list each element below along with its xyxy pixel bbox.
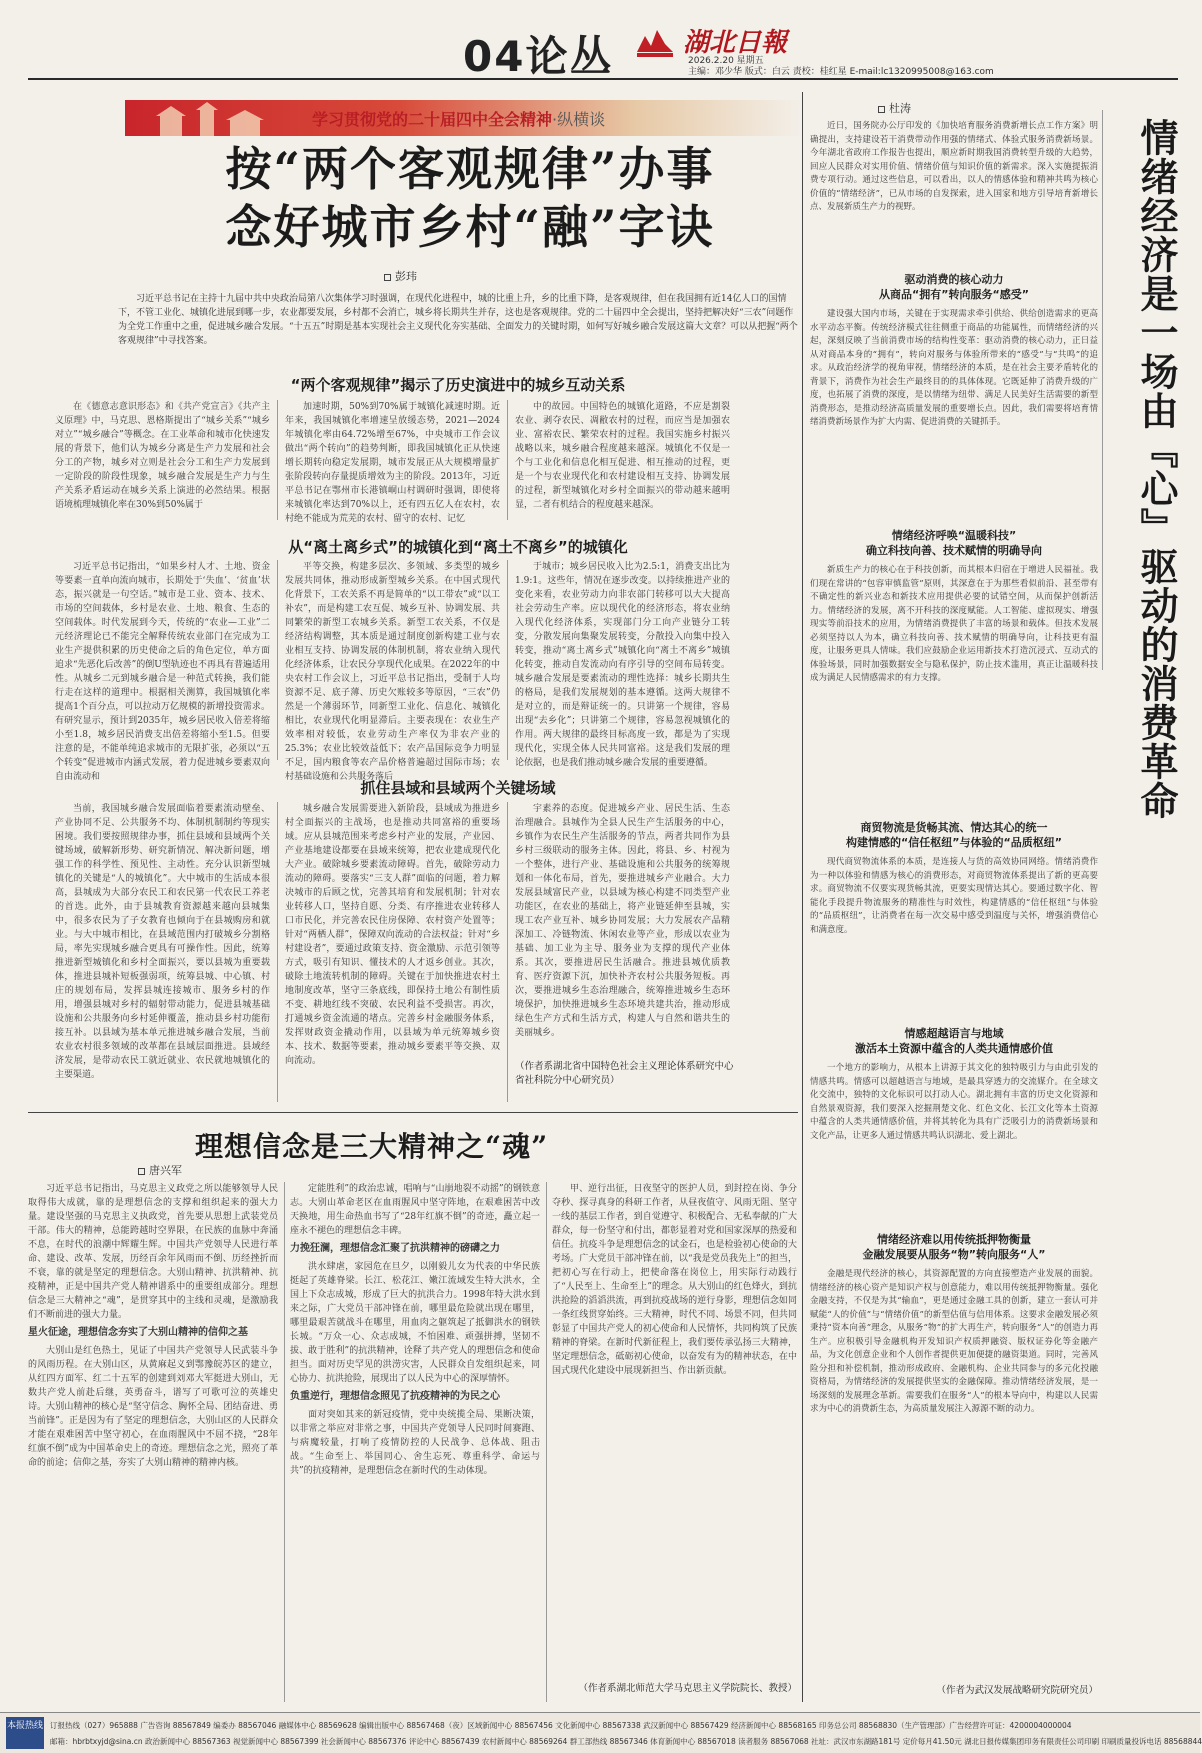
- second-col-3: 甲、逆行出征，日夜坚守的医护人员，到封控在岗、争分夺秒、探寻真身的科研工作者，从昼夜值守、风雨无阻、坚守一线的基层工作者，到自觉遵守、积极配合、无私奉献的广大群众，每一份坚守和付出，都彰显着对党和国家深厚的热爱和信任。抗疫斗争是理想信念的试金石，也是检验初心使命的大考场。广大党员干部冲锋在前，以“我是党员我先上”的担当，把初心写在行动上，把使命落在岗位上，用实际行动践行了“人民至上、生命至上”的理念。从大别山的红色烽火，到抗洪抢险的滔滔洪流，再到抗疫战场的逆行身影，理想信念如同一条红线贯穿始终。三大精神，时代不同、场景不同，但共同彰显了中国共产党人的初心使命和人民情怀，共同构筑了民族精神的脊梁。在新时代新征程上，我们要传承弘扬三大精神，坚定理想信念，砥砺初心使命，以奋发有为的精神状态，在中国式现代化建设中展现新担当、作出新贡献。: [552, 1184, 797, 1376]
- column-divider: [507, 560, 508, 760]
- column-divider: [546, 1182, 547, 1702]
- side-sub-4: 情感超越语言与地域 激活本土资源中蕴含的人类共通情感价值: [855, 1027, 1053, 1055]
- column-divider: [277, 560, 278, 760]
- side-section-1: 建设强大国内市场，关键在于实现需求牵引供给、供给创造需求的更高水平动态平衡。传统经济模式往往侧重于商品的功能属性，而情绪经济的兴起，深刻反映了当前消费市场的结构性变革：驱动消费的核心动力，正日益从对商品本身的“拥有”，转向对服务与体验所带来的“感受”与“共鸣”的追求。从政治经济学的视角审视，情绪经济的本质，是在社会主要矛盾转化的背景下，消费作为社会生产最终目的的具体体现。它既延伸了消费升级的广度，也拓展了消费的深度，是以情绪为纽带、满足人民美好生活需要的新型消费形态，是推动经济高质量发展的重要增长点。因此，我们需要将培育情绪消费新场景作为扩大内需、促进消费的关键抓手。: [810, 309, 1098, 427]
- side-section-5: 金融是现代经济的核心，其资源配置的方向直接塑造产业发展的面貌。情绪经济的核心资产是知识产权与创意能力，难以用传统抵押物衡量。强化金融支持，不仅是为其“输血”，更是通过金融工具的创新，建立一套认可并赋能“人的价值”与“情绪价值”的新型估值与信用体系。这要求金融发展必须秉持“资本向善”理念，从服务“物”的扩大再生产，转向服务“人”的创造力再生产。应积极引导金融机构开发知识产权质押融资、版权证券化等金融产品，为文化创意企业和个人创作者提供更加便捷的融资渠道。同时，完善风险分担和补偿机制，推动形成政府、金融机构、企业共同参与的多元化投融资格局，为情绪经济的发展提供坚实的金融保障。推动情绪经济发展，是一场深刻的发展理念革新。需要我们在服务“人”的根本导向中，构建以人民需求为中心的消费新生态，为高质量发展注入源源不断的动力。: [810, 1269, 1098, 1414]
- side-section-4: 一个地方的影响力，从根本上讲源于其文化的独特吸引力与由此引发的情感共鸣。情感可以超越语言与地域，是最具穿透力的交流媒介。在全球文化交流中，独特的文化标识可以打动人心。湖北拥有丰富的历史文化资源和自然景观资源，我们要深入挖掘荆楚文化、红色文化、长江文化等本土资源中蕴含的人类共通情感价值，并将其转化为具有广泛吸引力的消费新场景和文化产品，让更多人通过情感共鸣认识湖北、爱上湖北。: [810, 1063, 1098, 1141]
- landmark-decoration-icon: [140, 100, 300, 136]
- article-separator: [28, 1112, 798, 1113]
- paper-name-logo: 湖北日報: [683, 28, 788, 58]
- main-side-separator: [802, 92, 803, 1702]
- side-author-note: （作者为武汉发展战略研究院研究员）: [936, 1685, 1098, 1696]
- section2-col-3: 于城市；城乡居民收入比为2.5:1，消费支出比为1.9:1。这些年，情况在逐步改变。以持续推进产业的变化来看，农业劳动力向非农部门转移可以大大提高社会劳动生产率。应以现代化的经济形态，将农业纳入现代化经济体系，实现部门分工向产业链分工转变，分散发展向集聚发展转变，分散投入向集中投入转变，推动“离土离乡式”城镇化向“离土不离乡”城镇化转变，推动自发流动向有序引导的空间布局转变。城乡融合发展是要素流动的理性选择：城乡长期共生的格局，是我们发展规划的基本遵循。这两大规律不是对立的，而是辩证统一的。只讲第一个规律，容易出现“去乡化”；只讲第二个规律，容易忽视城镇化的作用。两大规律的最终目标高度一致，都是为了实现现代化，实现全体人民共同富裕。这是我们发展的理论依据，也是我们推动城乡融合发展的重要遵循。: [515, 562, 730, 768]
- main-headline: [140, 140, 800, 256]
- column-divider: [277, 802, 278, 1102]
- series-subtitle: ·纵横谈: [552, 110, 606, 129]
- side-sub-3: 商贸物流是货畅其流、情达其心的统一 构建情感的“信任枢纽”与体验的“品质枢纽”: [846, 821, 1062, 849]
- column-divider: [284, 1182, 285, 1702]
- section3-col-1: 当前，我国城乡融合发展面临着要素流动壁垒、产业协同不足、公共服务不均、体制机制制约等现实困境。我们要按照规律办事，抓住县域和县域两个关键场域，破解新形势、研究新情况、解决新问题，增强工作的科学性、预见性、主动性。充分认识新型城镇化的关键是“人的城镇化”。大中城市的生活成本很高，县城成为大部分农民工和农民第一代农民工养老的首选。此外，由于县城教育资源越来越向县城集中，很多农民为了子女教育也倾向于在县城购房和就业。与大中城市相比，在县域范围内打破城乡分割格局，率先实现城乡融合更具有可操作性。因此，统筹推进新型城镇化和乡村全面振兴，要以县城为重要载体，推进县城补短板强弱项，统筹县城、中心镇、村庄的规划布局，发挥县城连接城市、服务乡村的作用，增强县城对乡村的辐射带动能力，促进县城基础设施和公共服务向乡村延伸覆盖，推动县乡村功能衔接互补。以县域为基本单元推进城乡融合发展，当前农业农村很多领域的改革都在县域层面推进。县域经济发展，是带动农民工就近就业、农民就地城镇化的主要渠道。: [55, 804, 270, 1080]
- second-col-1: 习近平总书记指出，马克思主义政党之所以能够领导人民取得伟大成就，靠的是理想信念的支撑和组织起来的强大力量。建设坚强的马克思主义执政党，首先要从思想上武装党员干部。伟大的精神，总能跨越时空界限，在民族的血脉中奔涌不息，在时代的浪潮中辉耀生辉。中国共产党领导人民进行革命、建设、改革、发展，历经百余年风雨而不倒、历经挫折而不衰，靠的就是坚定的理想信念。大别山精神、抗洪精神、抗疫精神，正是中国共产党人精神谱系中的重要组成部分。理想信念是三大精神之“魂”，是贯穿其中的主线和灵魂，是激励我们不断前进的强大力量。 星火征途，理想信念夯实了大别山精神的信仰之基 大别山是红色热土，见证了中国共产党领导人民武装斗争的风雨历程。在大别山区，从黄麻起义到鄂豫皖苏区的建立，从红四方面军、红二十五军的创建到刘邓大军挺进大别山，无数共产党人前赴后继，英勇奋斗，谱写了可歌可泣的英雄史诗。大别山精神的核心是“坚守信念、胸怀全局、团结奋进、勇当前锋”。正是因为有了坚定的理想信念，大别山区的人民群众才能在艰难困苦中坚守初心，在血雨腥风中不屈不挠，“28年红旗不倒”成为中国革命史上的奇迹。理想信念之光，照亮了革命的前途；信仰之基，夯实了大别山精神的精神内核。: [28, 1184, 278, 1468]
- side-section-2: 新质生产力的核心在于科技创新，而其根本归宿在于增进人民福祉。我们现在常讲的“包容审慎监管”原则，其深意在于为那些看似前沿、甚至带有不确定性的新兴业态和新技术应用提供必要的试错空间，从而保护创新活力。情绪经济的发展，离不开科技的深度赋能。人工智能、虚拟现实、增强现实等前沿技术的应用，为情绪消费提供了丰富的场景和载体。但技术发展必须坚持以人为本，确立科技向善、技术赋情的明确导向，让科技更有温度，让服务更具人情味。我们应鼓励企业运用新技术打造沉浸式、互动式的体验场景，同时加强数据安全与隐私保护，防止技术滥用，真正让温暖科技成为满足人民情感需求的有力支撑。: [810, 565, 1098, 683]
- footer-line-2: 邮箱：hbrbtxyjd@sina.cn 政治新闻中心 88567363 视觉新闻中心 88567399 社会新闻中心 88567376 评论中心 88567439 农村新闻中心 88569264 群工部热线 88567346 体育新闻中心 88567018 读者服务 88567068 社址：武汉市东湖路181号 定价每月41.50元 湖北日报传媒集团印务有限责任公司印刷 印刷质量投诉电话 88568844: [50, 1737, 1202, 1746]
- section-title-2: 从“离土离乡式”的城镇化到“离土不离乡”的城镇化: [288, 538, 628, 556]
- footer-label: 本报热线: [6, 1717, 44, 1749]
- second-author-note: （作者系湖北师范大学马克思主义学院院长、教授）: [578, 1683, 797, 1694]
- column-divider: [277, 400, 278, 520]
- side-section-3: 现代商贸物流体系的本质，是连接人与货的高效协同网络。情绪消费作为一种以体验和情感为核心的消费形态，对商贸物流体系提出了新的更高要求。商贸物流不仅要实现货畅其流，更要实现情达其心。要通过数字化、智能化手段提升物流服务的精准性与时效性，构建情感的“信任枢纽”与体验的“品质枢纽”，让消费者在每一次交易中感受到温度与关怀，增强消费信心和满意度。: [810, 857, 1098, 935]
- side-sub-1: 驱动消费的核心动力 从商品“拥有”转向服务“感受”: [879, 273, 1029, 301]
- main-author-note: （作者系湖北省中国特色社会主义理论体系研究中心省社科院分中心研究员）: [515, 1061, 734, 1086]
- side-sub-2: 情绪经济呼唤“温暖科技” 确立科技向善、技术赋情的明确导向: [866, 529, 1042, 557]
- main-headline-line1: 按“两个客观规律”办事: [225, 142, 715, 196]
- masthead: [28, 18, 1178, 80]
- side-byline: 杜涛: [878, 100, 911, 116]
- side-sub-5: 情绪经济难以用传统抵押物衡量 金融发展要从服务“物”转向服务“人”: [862, 1233, 1046, 1261]
- second-col-2: 定能胜利”的政治忠诚，唱响与“山崩地裂不动摇”的钢铁意志。大别山革命老区在血雨腥风中坚守阵地，在艰难困苦中改天换地，用生命热血书写了“28年红旗不倒”的奇迹，矗立起一座永不褪色的理想信念丰碑。 力挽狂澜，理想信念汇聚了抗洪精神的磅礴之力 洪水肆虐，家园危在旦夕，以刚毅儿女为代表的中华民族挺起了英雄脊梁。长江、松花江、嫩江流域发生特大洪水，全国上下众志成城，形成了巨大的抗洪合力。1998年特大洪水到来之际，广大党员干部冲锋在前，哪里最危险就出现在哪里，哪里最艰苦就战斗在哪里，用血肉之躯筑起了抵御洪水的钢铁长城。“万众一心、众志成城，不怕困难、顽强拼搏，坚韧不拔、敢于胜利”的抗洪精神，诠释了共产党人的理想信念和使命担当。面对历史罕见的洪涝灾害，人民群众自发组织起来，同心协力、抗洪抢险，展现出了以人民为中心的深厚情怀。 负重逆行，理想信念照见了抗疫精神的为民之心 面对突如其来的新冠疫情，党中央统揽全局、果断决策，以非常之举应对非常之事，中国共产党领导人民同时间赛跑、与病魔较量，打响了疫情防控的人民战争、总体战、阻击战。“生命至上、举国同心、舍生忘死、尊重科学、命运与共”的抗疫精神，是理想信念在新时代的生动体现。: [290, 1184, 540, 1476]
- masthead-info: [688, 56, 994, 78]
- main-intro: 习近平总书记在主持十九届中共中央政治局第八次集体学习时强调，在现代化进程中，城的比重上升，乡的比重下降，是客观规律，但在我国拥有近14亿人口的国情下，不管工业化、城镇化进展到哪一步，农业都要发展，乡村都不会消亡，城乡将长期共生并存，这也是客观规律。党的二十届四中全会提出，坚持把解决好“三农”问题作为全党工作重中之重，促进城乡融合发展。“十五五”时期是基本实现社会主义现代化夯实基础、全面发力的关键时期，如何写好城乡融合发展这篇大文章？可以从把握“两个客观规律”中寻找答案。: [118, 294, 798, 346]
- side-title-divider: [1102, 110, 1103, 670]
- section1-col-3: 中的故园。中国特色的城镇化道路，不应是割裂农业、剥夺农民、凋敝农村的过程，而应当是加强农业、富裕农民、繁荣农村的过程。我国实施乡村振兴战略以来，城乡融合程度越来越深。城镇化不仅是一个与工业化和信息化相互促进、相互推动的过程，更是一个与农业现代化和农村建设相互支持、协调发展的过程，新型城镇化对乡村全面振兴的带动越来越明显，二者有机结合的程度越来越深。: [515, 402, 730, 510]
- column-divider: [507, 802, 508, 1102]
- section1-col-1: 在《德意志意识形态》和《共产党宣言》《共产主义原理》中，马克思、恩格斯提出了“城乡关系”“城乡对立”“城乡融合”等概念。在工业革命和城市化快速发展的背景下，他们认为城乡分离是生产力发展和社会分工的产物，城乡对立则是社会分工和生产力发展到一定阶段的阶段性现象，城乡融合发展是生产力与生产关系矛盾运动在城乡关系上演进的必然结果。根据语境梳理城镇化率在30%到50%属于: [55, 402, 270, 510]
- section-title-1: “两个客观规律”揭示了历史演进中的城乡互动关系: [290, 376, 626, 394]
- footer: [0, 1712, 1200, 1753]
- column-divider: [507, 400, 508, 520]
- section3-col-3: 宇素养的态度。促进城乡产业、居民生活、生态治理融合。县城作为全县人民生产生活服务的中心，乡镇作为农民生产生活服务的节点，两者共同作为县乡村三级联动的服务主体。因此，将县、乡、村视为一个整体，进行产业、基础设施和公共服务的统筹规划和一体化布局，首先，要推进城乡产业融合。大力发展县域富民产业，以县域为核心构建不同类型产业功能区，在农业的基础上，将产业链延伸至县城，实现工农产业互补、城乡协同发展；大力发展农产品精深加工、冷链物流、休闲农业等产业，形成以农业为基础、加工业为主导、服务业为支撑的现代产业体系。其次，要推进居民生活融合。推进县城优质教育、医疗资源下沉，加快补齐农村公共服务短板。再次，要推进城乡生态治理融合，统筹推进城乡生态环境保护，加快推进城乡生态环境共建共治，推动形成绿色生产方式和生活方式，构建人与自然和谐共生的美丽城乡。: [515, 804, 730, 1038]
- section1-col-2: 加速时期，50%到70%属于城镇化减速时期。近年来，我国城镇化率增速呈放缓态势，2021—2024年城镇化率由64.72%增至67%，中央城市工作会议做出“两个转向”的趋势判断，即我国城镇化正从快速增长期转向稳定发展期，城市发展正从大规模增量扩张阶段转向存量提质增效为主的阶段。2013年，习近平总书记在鄂州市长港镇峒山村调研时强调，即使将来城镇化率达到70%以上，还有四五亿人在农村，农村绝不能成为荒芜的农村、留守的农村、记忆: [285, 402, 500, 524]
- side-intro: 近日，国务院办公厅印发的《加快培育服务消费新增长点工作方案》明确提出，支持建设若干消费带动作用强的情绪式、体验式服务消费新场景。今年湖北省政府工作报告也提出，顺应新时期我国消费转型升级的大趋势，回应人民群众对实用价值、情绪价值与知识价值的新需求。深入实施提振消费专项行动。通过这些信息，可以看出，以人的情感体验和精神共鸣为核心价值的“情绪经济”，已从市场的自发探索，进入国家和地方引导培育新增长点、发展新质生产力的视野。: [810, 121, 1098, 212]
- section3-col-2: 城乡融合发展需要进入新阶段，县域成为推进乡村全面振兴的主战场，也是推动共同富裕的重要场域。应从县城范围来考虑乡村产业的发展，产业园、产业基地建设都要在县域来统筹，把农业建成现代化大产业。破除城乡要素流动障碍。首先，破除劳动力流动的障碍。要落实“三支人群”面临的问题，着力解决城市的后顾之忧，完善其培育和发展机制；针对农业转移人口，坚持自愿、分类、有序推进农业转移人口市民化，并完善农民住房保障、农村资产处置等；针对“两栖人群”，保障双向流动的合法权益；针对“乡村建设者”，要通过政策支持、资金激励、示范引领等方式，吸引有知识、懂技术的人才返乡创业。其次，破除土地流转机制的障碍。关键在于加快推进农村土地制度改革，坚守三条底线，即保持土地公有制性质不变、耕地红线不突破、农民利益不受损害。再次，打通城乡资金流通的堵点。完善乡村金融服务体系，发挥财政资金撬动作用，以县域为单元统筹城乡资本、技术、数据等要素，推动城乡要素平等交换、双向流动。: [285, 804, 500, 1066]
- footer-line-1: 订报热线（027）965888 广告咨询 88567849 编委办 88567046 融媒体中心 88569628 编辑出版中心 88567468（夜）区域新闻中心 88567456 文化新闻中心 88567338 武汉新闻中心 88567429 经济新闻中心 88568165 印务总公司 88568830（生产管理部）广告经营许可证：4200004000004: [50, 1721, 1072, 1730]
- second-byline: 唐兴军: [138, 1162, 182, 1178]
- second-sub-3: 负重逆行，理想信念照见了抗疫精神的为民之心: [290, 1391, 500, 1402]
- side-headline: 情绪经济是一场由『心』驱动的消费革命: [1134, 118, 1179, 820]
- second-headline: 理想信念是三大精神之“魂”: [195, 1130, 549, 1163]
- issue-date: 2026.2.20 星期五: [688, 56, 764, 66]
- section2-col-1: 习近平总书记指出，“如果乡村人才、土地、资金等要素一直单向流向城市，长期处于‘失血’、‘贫血’状态，振兴就是一句空话。”城市是工业、资本、技术、市场的空间载体，乡村是农业、土地、粮食、生态的空间载体。时代发展到今天，传统的“农业—工业”二元经济理论已不能完全解释传统农业部门在完成为工业生产提供积累的历史使命之后的角色定位，单方面追求“先恶化后改善”的倒U型轨迹也不再具有普遍适用性。从城乡二元到城乡融合是一种范式转换，我们能行走在这样的道理中。根据相关测算，我国城镇化率提高1个百分点，可以拉动万亿规模的新增投资需求。有研究显示，预计到2035年，城乡居民收入倍差将缩小至1.8，城乡居民消费支出倍差将缩小至1.5。但要注意的是，不能单纯追求城市的无限扩张，必须以“五个转变”促进城市内涵式发展，着力促进城乡要素双向自由流动和: [55, 562, 270, 782]
- second-sub-1: 星火征途，理想信念夯实了大别山精神的信仰之基: [28, 1327, 248, 1338]
- editor-credits: 主编：邓少华 版式：白云 责校：桂红星 E-mail:lc1320995008@163.com: [688, 67, 994, 77]
- series-title: 学习贯彻党的二十届四中全会精神·纵横谈: [312, 110, 606, 129]
- page-label: 04论丛: [463, 32, 614, 81]
- section-title-3: 抓住县域和县域两个关键场域: [360, 779, 556, 797]
- section2-col-2: 平等交换，构建多层次、多领域、多类型的城乡发展共同体，推动形成新型城乡关系。在中国式现代化背景下，工农关系不再是简单的“以工带农”或“以工补农”，而是构建工农互促、城乡互补、协调发展、共同繁荣的新型工农城乡关系。新型工农关系，不仅是经济结构调整，其本质是通过制度创新构建工业与农业相互支持、协调发展的体制机制，将农业纳入现代化经济体系，让农民分享现代化成果。在2022年的中央农村工作会议上，习近平总书记指出，受制于人均资源不足、底子薄、历史欠账较多等原因，“三农”仍然是一个薄弱环节，同新型工业化、信息化、城镇化相比，农业现代化明显滞后。主要表现在：农业生产效率相对较低，农业劳动生产率仅为非农产业的25.3%；农业比较效益低下；农产品国际竞争力明显不足，国内粮食等农产品价格普遍超过国际市场；农村基础设施和公共服务落后: [285, 562, 500, 782]
- main-headline-line2: 念好城市乡村“融”字诀: [225, 200, 715, 254]
- paper-emblem-icon: [633, 22, 677, 62]
- second-sub-2: 力挽狂澜，理想信念汇聚了抗洪精神的磅礴之力: [290, 1243, 500, 1254]
- main-byline: 彭玮: [384, 268, 417, 284]
